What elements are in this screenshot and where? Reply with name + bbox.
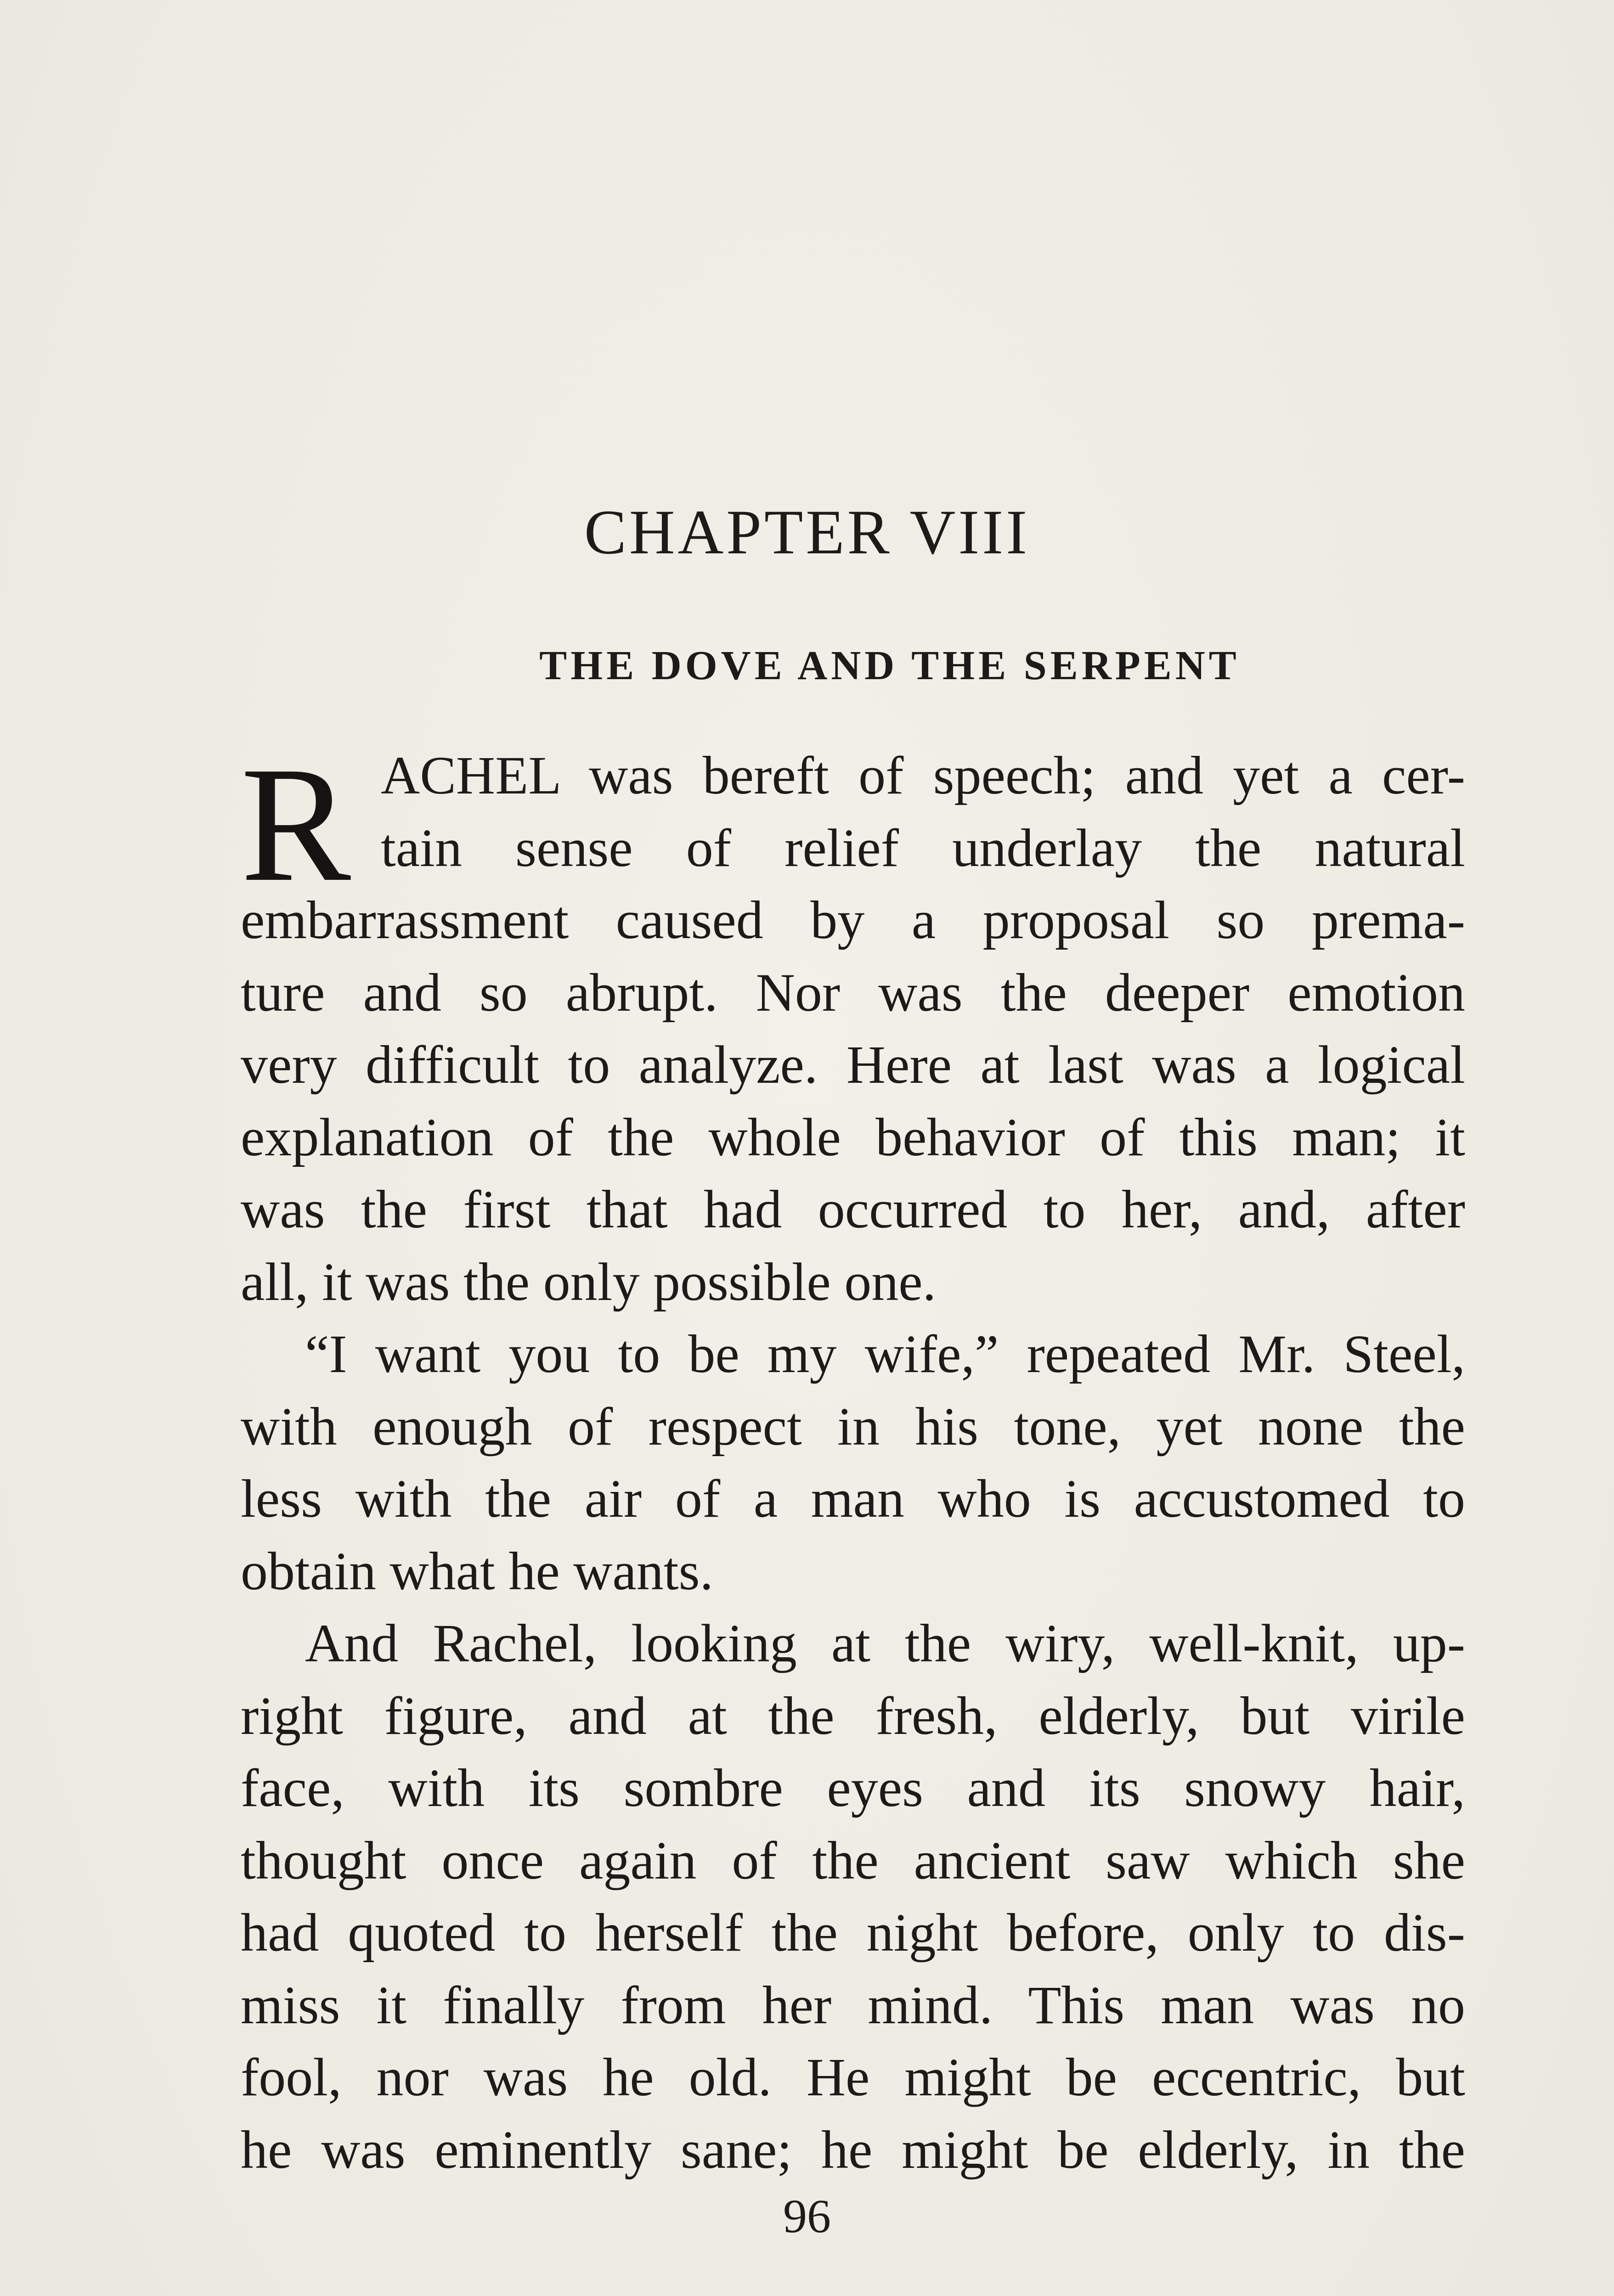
- text-line: very difficult to analyze. Here at last was a logical: [241, 1035, 1465, 1095]
- text-line: explanation of the whole behavior of this man; it: [241, 1107, 1465, 1167]
- text-line: less with the air of a man who is accustomed to: [241, 1469, 1465, 1529]
- text-line: with enough of respect in his tone, yet none the: [241, 1396, 1465, 1457]
- text-line: ture and so abrupt. Nor was the deeper emotion: [241, 962, 1465, 1023]
- text-line: “I want you to be my wife,” repeated Mr. Steel,: [305, 1324, 1465, 1384]
- text-line: right figure, and at the fresh, elderly, but virile: [241, 1685, 1465, 1746]
- text-line: And Rachel, looking at the wiry, well-knit, up-: [305, 1613, 1465, 1673]
- chapter-subtitle: THE DOVE AND THE SERPENT: [539, 643, 1240, 688]
- text-line: he was eminently sane; he might be elderly, in the: [241, 2119, 1465, 2180]
- text-line: fool, nor was he old. He might be eccentric, but: [241, 2047, 1465, 2107]
- drop-cap: R: [241, 732, 351, 916]
- text-line: ACHEL was bereft of speech; and yet a cer-: [381, 745, 1465, 805]
- text-line: embarrassment caused by a proposal so prema-: [241, 890, 1465, 950]
- text-line: had quoted to herself the night before, only to dis-: [241, 1902, 1465, 1963]
- text-line: tain sense of relief underlay the natural: [381, 817, 1465, 878]
- page-number: 96: [783, 2190, 831, 2243]
- text-line: obtain what he wants.: [241, 1541, 713, 1601]
- body-text: [241, 732, 1465, 2186]
- text-line: miss it finally from her mind. This man was no: [241, 1975, 1465, 2035]
- text-line: face, with its sombre eyes and its snowy hair,: [241, 1758, 1465, 1818]
- text-line: thought once again of the ancient saw which she: [241, 1830, 1465, 1891]
- text-line: was the first that had occurred to her, and, after: [241, 1179, 1465, 1239]
- chapter-title: CHAPTER VIII: [584, 497, 1030, 567]
- text-line: all, it was the only possible one.: [241, 1251, 937, 1312]
